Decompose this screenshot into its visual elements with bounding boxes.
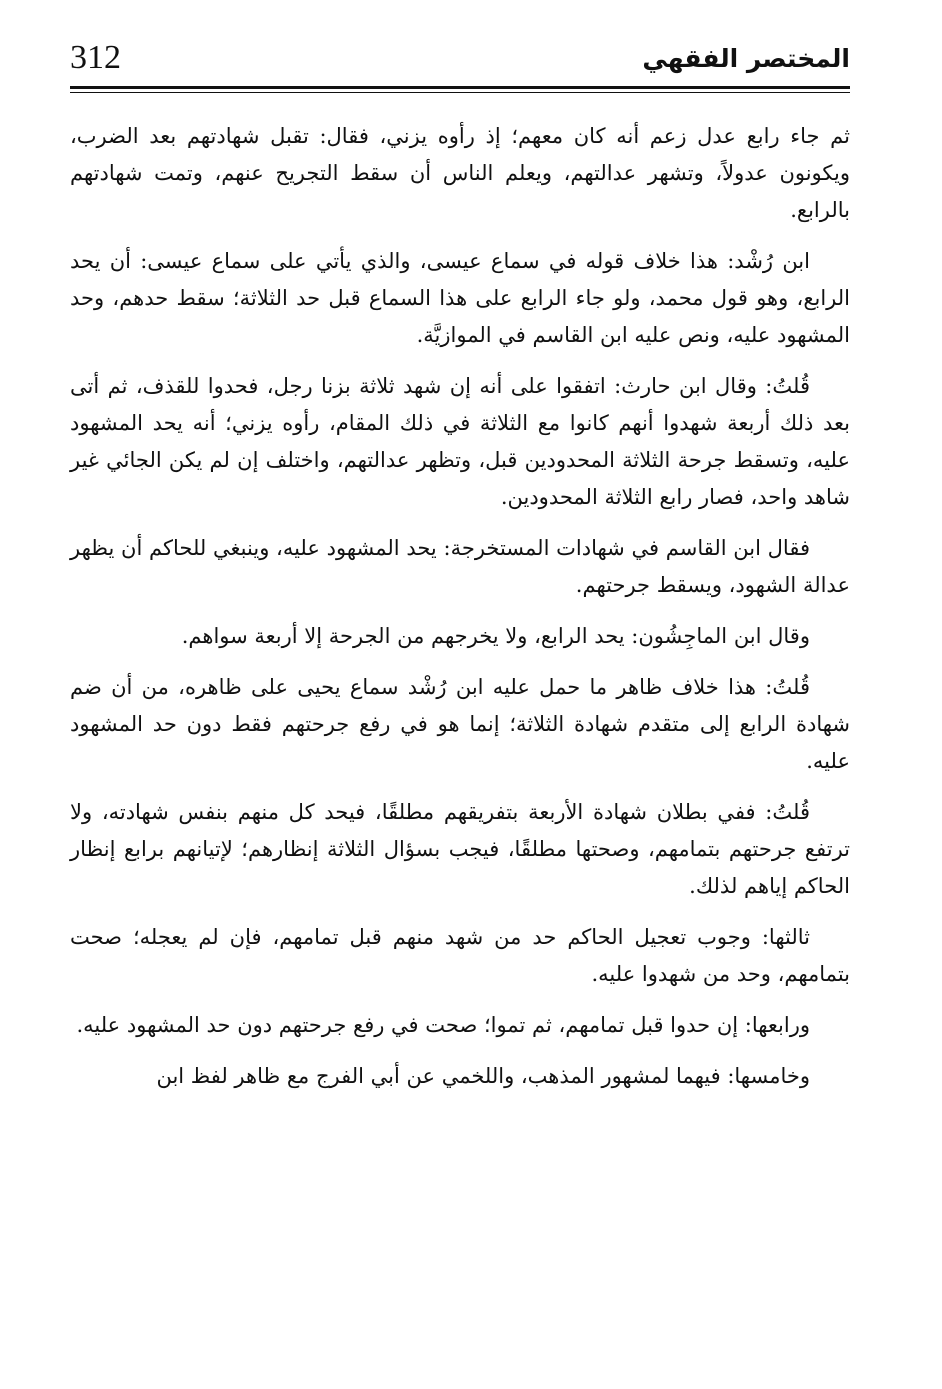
- paragraph: قُلتُ: هذا خلاف ظاهر ما حمل عليه ابن رُشْد سماع يحيى على ظاهره، من أن ضم شهادة الرابع إلى متقدم شهادة الثلاثة؛ إنما هو في رفع جرحتهم فقط دون حد المشهود عليه.: [70, 675, 850, 773]
- paragraph: ابن رُشْد: هذا خلاف قوله في سماع عيسى، والذي يأتي على سماع عيسى: أن يحد الرابع، وهو قول محمد، ولو جاء الرابع على هذا السماع قبل حد الثلاثة؛ سقط حدهم، وحد المشهود عليه، ونص عليه ابن القاسم في الموازيَّة.: [70, 249, 850, 347]
- paragraph: فقال ابن القاسم في شهادات المستخرجة: يحد المشهود عليه، وينبغي للحاكم أن يظهر عدالة الشهود، ويسقط جرحتهم.: [70, 536, 850, 597]
- paragraph: وقال ابن الماجِشُون: يحد الرابع، ولا يخرجهم من الجرحة إلا أربعة سواهم.: [181, 624, 810, 648]
- header-rule-thick: [70, 86, 850, 89]
- header-rule-thin: [70, 92, 850, 93]
- body-text: [70, 118, 850, 1109]
- page-number: 312: [70, 39, 121, 76]
- paragraph: وخامسها: فيهما لمشهور المذهب، واللخمي عن أبي الفرج مع ظاهر لفظ ابن: [156, 1064, 810, 1088]
- page-header: [70, 38, 850, 90]
- running-title: المختصر الفقهي: [642, 44, 850, 73]
- paragraph: ورابعها: إن حدوا قبل تمامهم، ثم تموا؛ صحت في رفع جرحتهم دون حد المشهود عليه.: [76, 1013, 810, 1037]
- paragraph: ثالثها: وجوب تعجيل الحاكم حد من شهد منهم قبل تمامهم، فإن لم يعجله؛ صحت بتمامهم، وحد من شهدوا عليه.: [70, 925, 850, 986]
- paragraph: قُلتُ: وقال ابن حارث: اتفقوا على أنه إن شهد ثلاثة بزنا رجل، فحدوا للقذف، ثم أتى بعد ذلك أربعة شهدوا أنهم كانوا مع الثلاثة في ذلك المقام، رأوه يزني؛ أنه يحد المشهود عليه، وتسقط جرحة الثلاثة المحدودين قبل، وتظهر عدالتهم، واختلف إن لم يكن الجائي غير شاهد واحد، فصار رابع الثلاثة المحدودين.: [70, 374, 850, 509]
- paragraph: قُلتُ: ففي بطلان شهادة الأربعة بتفريقهم مطلقًا، فيحد كل منهم بنفس شهادته، ولا ترتفع جرحتهم بتمامهم، وصحتها مطلقًا، فيجب بسؤال الثلاثة إنظارهم؛ لإتيانهم برابع إنظار الحاكم إياهم لذلك.: [70, 800, 850, 898]
- paragraph: ثم جاء رابع عدل زعم أنه كان معهم؛ إذ رأوه يزني، فقال: تقبل شهادتهم بعد الضرب، ويكونون عدولاً، وتشهر عدالتهم، ويعلم الناس أن سقط التجريح عنهم، وتمت شهادتهم بالرابع.: [70, 124, 850, 222]
